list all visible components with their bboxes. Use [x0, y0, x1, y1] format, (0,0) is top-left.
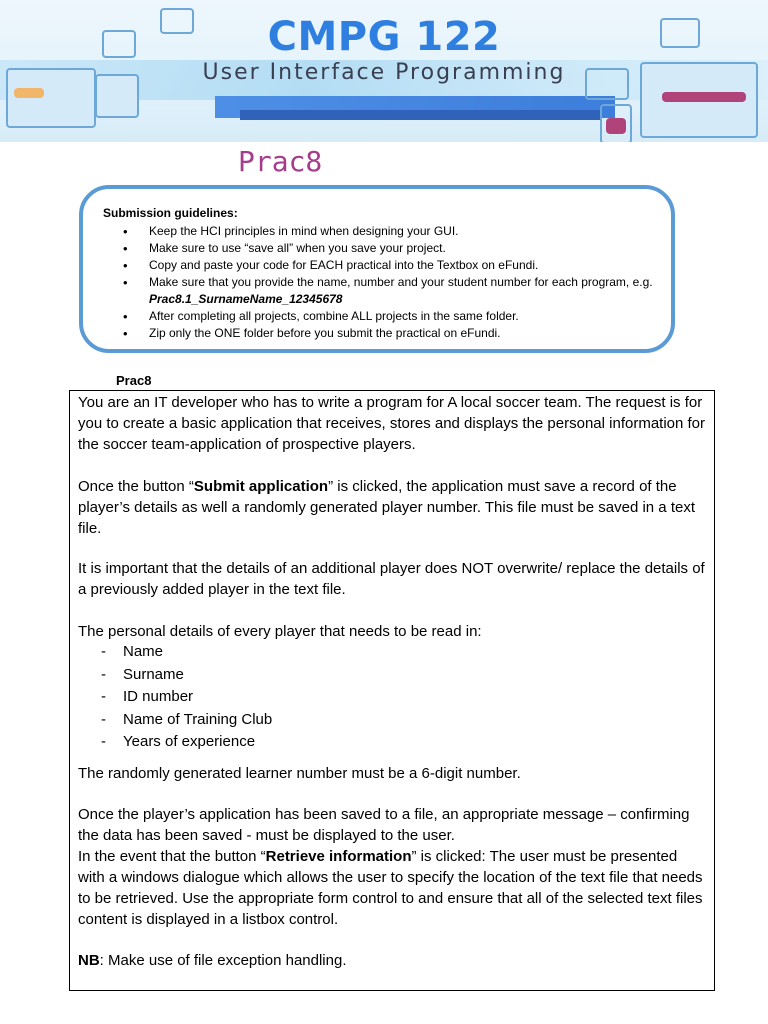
field-item: Name of Training Club — [123, 711, 273, 728]
submit-text-pre: Once the button “ — [78, 478, 194, 495]
guideline-example: Prac8.1_SurnameName_12345678 — [149, 292, 343, 306]
guideline-item: • Copy and paste your code for EACH practical into the Textbox on eFundi. — [103, 257, 663, 274]
retrieve-text-pre: In the event that the button “ — [78, 848, 266, 865]
guideline-item-text: Make sure that you provide the name, number and your student number for each program, e.g. — [149, 275, 653, 289]
guideline-item: • Make sure to use “save all” when you save your project. — [103, 240, 663, 257]
header-banner — [0, 0, 768, 142]
submit-button-name: Submit application — [193, 478, 329, 495]
progress-illustration — [662, 92, 746, 102]
section-label: Prac8 — [116, 373, 152, 388]
confirmation-paragraph: Once the player’s application has been saved to a file, an appropriate message – confirming the data has been saved - must be displayed to the user. — [78, 806, 690, 844]
bar-illustration — [14, 88, 44, 98]
submit-paragraph — [78, 476, 708, 539]
bullet-dash: - — [101, 643, 106, 660]
intro-paragraph: You are an IT developer who has to write a program for A local soccer team. The request is for you to create a basic application that receives, stores and displays the personal information for the soccer team-application of prospective players. — [78, 394, 706, 453]
nb-label: NB — [78, 952, 100, 969]
guideline-item: • After completing all projects, combine ALL projects in the same folder. — [103, 308, 663, 325]
guidelines-heading: Submission guidelines: — [103, 206, 238, 220]
bullet-dash: - — [101, 688, 106, 705]
field-item: Surname — [123, 666, 184, 683]
field-item: ID number — [123, 688, 194, 705]
retrieve-text-post: ” is clicked: The user must be presented with a windows dialogue which allows the user to specify the location of the text file that needs to be retrieved. Use the appropriate form control to and ensure that all of the selected text files content is displayed in a listbox control. — [78, 848, 703, 928]
prac-heading: Prac8 — [238, 145, 323, 178]
assignment-description-box — [69, 390, 715, 991]
bullet-dash: - — [101, 711, 106, 728]
overwrite-paragraph: It is important that the details of an additional player does NOT overwrite/ replace the details of a previously added player in the text file. — [78, 560, 705, 598]
submit-text-post: ” is clicked, the application must save a record of the player’s details as well a randomly generated player number. This file must be saved in a text file. — [78, 478, 695, 537]
submission-guidelines-box — [79, 185, 675, 353]
nb-note — [78, 950, 708, 971]
nb-text: : Make use of file exception handling. — [99, 952, 347, 969]
field-item: Name — [123, 643, 164, 660]
learner-number-paragraph: The randomly generated learner number must be a 6-digit number. — [78, 765, 521, 782]
bullet-dash: - — [101, 733, 106, 750]
banner-bar-shadow — [240, 110, 600, 120]
guideline-item — [103, 274, 663, 308]
fields-intro: The personal details of every player that needs to be read in: — [78, 623, 482, 640]
guidelines-list — [103, 223, 663, 342]
retrieve-paragraph — [78, 846, 708, 930]
guideline-item: • Zip only the ONE folder before you submit the practical on eFundi. — [103, 325, 663, 342]
course-subtitle: User Interface Programming — [202, 60, 566, 85]
bullet-dash: - — [101, 666, 106, 683]
phone-screen-illustration — [606, 118, 626, 134]
field-item: Years of experience — [123, 733, 256, 750]
course-title: CMPG 122 — [267, 14, 501, 60]
guideline-item: • Keep the HCI principles in mind when designing your GUI. — [103, 223, 663, 240]
retrieve-button-name: Retrieve information — [265, 848, 412, 865]
